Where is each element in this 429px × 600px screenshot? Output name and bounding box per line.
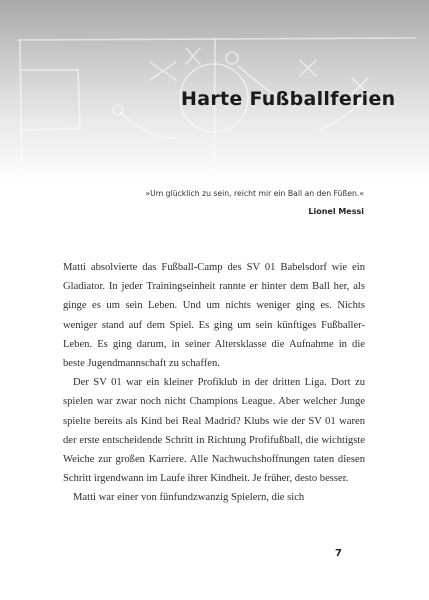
body-paragraph: Matti absolvierte das Fußball-Camp des SV 01 Babelsdorf wie ein Gladiator. In jeder Trainingseinheit rannte er hinter dem Ball her, als ginge es um sein Leben. Und um nichts weniger ging es. Nichts weniger stand auf dem Spiel. Es ging um sein künftiges Fußballer-Leben. Es ging darum, in seiner Altersklasse die Aufnahme in die beste Jugendmannschaft zu schaffen. (63, 262, 365, 370)
epigraph-author: Lionel Messi (308, 207, 364, 216)
epigraph-quote: »Um glücklich zu sein, reicht mir ein Ball an den Füßen.« (145, 189, 364, 198)
body-paragraph: Matti war einer von fünfundzwanzig Spielern, die sich (73, 492, 305, 504)
chapter-body-text (63, 258, 365, 508)
page-number: 7 (335, 548, 342, 559)
body-paragraph: Der SV 01 war ein kleiner Profiklub in der dritten Liga. Dort zu spielen war zwar noch nicht Champions League. Aber welcher Junge spielte bereits als Kind bei Real Madrid? Klubs wie der SV 01 waren der erste entscheidende Schritt in Richtung Profifußball, die wichtigste Weiche zur großen Karriere. Alle Nachwuchshoffnungen taten diesen Schritt irgendwann im Laufe ihrer Kindheit. Je früher, desto besser. (63, 377, 365, 485)
chapter-title: Harte Fußballferien (181, 88, 396, 110)
